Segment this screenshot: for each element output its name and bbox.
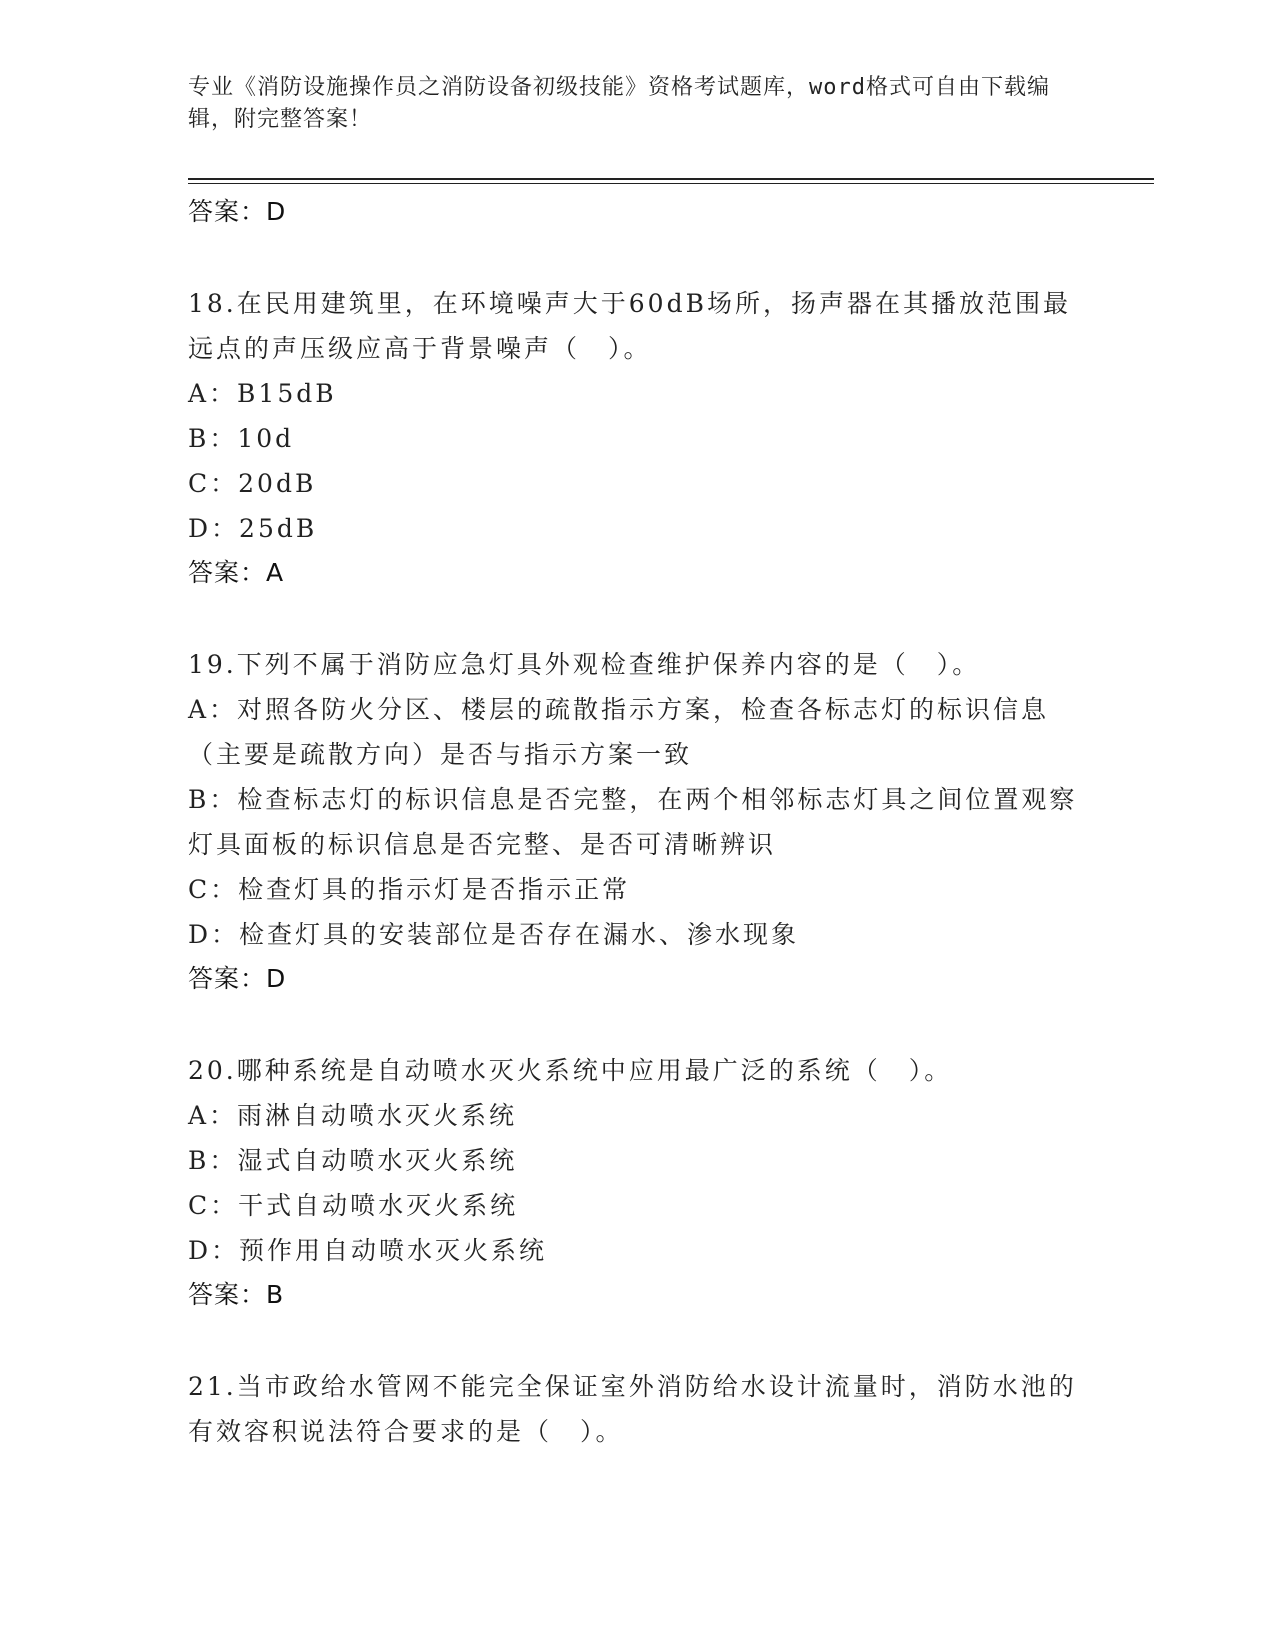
header-divider (188, 178, 1154, 180)
answer-line: 答案：B (188, 1280, 285, 1309)
option-d: D：检查灯具的安装部位是否存在漏水、渗水现象 (188, 920, 800, 949)
option-b: B：检查标志灯的标识信息是否完整，在两个相邻标志灯具之间位置观察灯具面板的标识信息是否完整、是否可清晰辨识 (188, 785, 1078, 859)
question-stem: 20.哪种系统是自动喷水灭火系统中应用最广泛的系统（ ）。 (188, 1056, 953, 1085)
question-list (188, 190, 1088, 1454)
answer-line: 答案：D (188, 964, 287, 993)
option-d: D：25dB (188, 514, 318, 543)
option-a: A：对照各防火分区、楼层的疏散指示方案，检查各标志灯的标识信息（主要是疏散方向）是否与指示方案一致 (188, 695, 1050, 769)
header-divider-thin (188, 183, 1154, 184)
answer-line: 答案：D (188, 197, 287, 226)
option-a: A：B15dB (188, 379, 337, 408)
question-20 (188, 1048, 1088, 1317)
document-header: 专业《消防设施操作员之消防设备初级技能》资格考试题库，word格式可自由下载编辑，附完整答案！ (188, 75, 1050, 132)
option-d: D：预作用自动喷水灭火系统 (188, 1236, 548, 1265)
option-c: C：20dB (188, 469, 317, 498)
answer-line: 答案：A (188, 558, 285, 587)
question-stem: 21.当市政给水管网不能完全保证室外消防给水设计流量时，消防水池的有效容积说法符合要求的是（ ）。 (188, 1372, 1077, 1446)
option-c: C：干式自动喷水灭火系统 (188, 1191, 519, 1220)
option-b: B：湿式自动喷水灭火系统 (188, 1146, 518, 1175)
option-a: A：雨淋自动喷水灭火系统 (188, 1101, 518, 1130)
question-21 (188, 1364, 1088, 1454)
question-19 (188, 642, 1088, 1001)
question-18 (188, 281, 1088, 595)
question-stem: 18.在民用建筑里，在环境噪声大于60dB场所，扬声器在其播放范围最远点的声压级应高于背景噪声（ ）。 (188, 289, 1071, 363)
option-b: B：10d (188, 424, 295, 453)
question-stem: 19.下列不属于消防应急灯具外观检查维护保养内容的是（ ）。 (188, 650, 981, 679)
option-c: C：检查灯具的指示灯是否指示正常 (188, 875, 631, 904)
